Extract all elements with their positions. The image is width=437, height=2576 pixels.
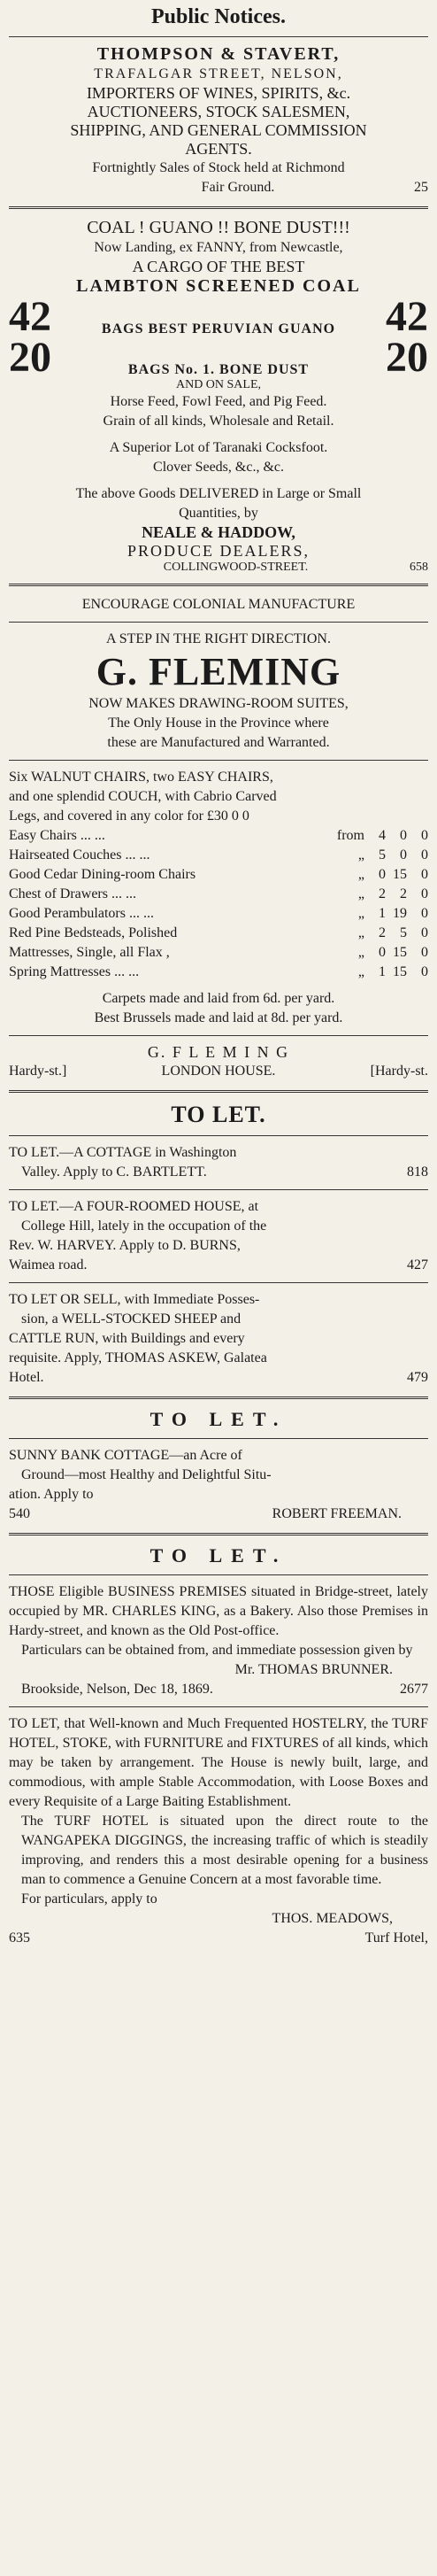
notice-code: 2677 bbox=[400, 1682, 428, 1697]
price-mark: „ bbox=[357, 906, 364, 921]
price-row bbox=[9, 885, 428, 904]
section-heading: TO LET. bbox=[150, 1408, 288, 1430]
ad-headline: COAL ! GUANO !! BONE DUST!!! bbox=[87, 218, 350, 237]
price-shillings: 15 bbox=[393, 964, 407, 979]
ad-qty-42: 42 bbox=[9, 293, 51, 340]
ad-bone: BAGS No. 1. BONE DUST bbox=[127, 362, 310, 377]
ad-six-3: Legs, and covered in any color for £30 0 0 bbox=[9, 808, 249, 824]
notice-signature: ROBERT FREEMAN. bbox=[272, 1506, 402, 1521]
divider bbox=[9, 1135, 428, 1136]
price-item: Easy Chairs ... ... bbox=[9, 828, 105, 843]
notice-line: ation. Apply to bbox=[9, 1487, 94, 1502]
price-shillings: 2 bbox=[400, 886, 407, 901]
ad-fleming-name: G. FLEMING bbox=[96, 650, 341, 693]
notice-line: TO LET.—A COTTAGE in Washington bbox=[9, 1145, 237, 1160]
divider bbox=[9, 1533, 428, 1536]
price-pence: 0 bbox=[421, 964, 428, 979]
ad-sale-3: A Superior Lot of Taranaki Cocksfoot. bbox=[109, 440, 328, 455]
price-item: Mattresses, Single, all Flax , bbox=[9, 945, 170, 960]
price-row bbox=[9, 865, 428, 885]
ad-footer-mid: LONDON HOUSE. bbox=[161, 1064, 276, 1079]
notice-line: requisite. Apply, THOMAS ASKEW, Galatea bbox=[9, 1350, 267, 1365]
divider bbox=[9, 1574, 428, 1575]
ad-only-2: these are Manufactured and Warranted. bbox=[107, 735, 330, 750]
ad-address: COLLINGWOOD-STREET. bbox=[163, 561, 309, 574]
ad-qty-20-right: 20 bbox=[386, 334, 428, 381]
notice-paragraph: TO LET, that Well-known and Much Frequented HOSTELRY, the TURF HOTEL, STOKE, with FURNITURE and FIXTURES of all kinds, which may be taken by arrangement. The House is newly built, large, and commodious, with ample Stable Accommodation, with Loose Boxes and every Requisite of a Large Baiting Establishment. bbox=[9, 1716, 428, 1809]
ad-delivered-2: Quantities, by bbox=[179, 506, 258, 521]
to-let-section-2 bbox=[9, 1408, 428, 1524]
price-row bbox=[9, 963, 428, 982]
divider bbox=[9, 1035, 428, 1036]
divider bbox=[9, 1706, 428, 1707]
ad-six-2: and one splendid COUCH, with Cabrio Carved bbox=[9, 789, 277, 804]
divider bbox=[9, 1282, 428, 1283]
price-item: Red Pine Bedsteads, Polished bbox=[9, 925, 178, 940]
divider bbox=[9, 584, 428, 586]
notice-paragraph: The TURF HOTEL is situated upon the direct route to the WANGAPEKA DIGGINGS, the increasing traffic of which is steadily improving, and renders this a most desirable opening for a business man to commence a Genuine Concern at a most favorable time. bbox=[21, 1814, 428, 1887]
to-let-section-1 bbox=[9, 1102, 428, 1388]
notice-signature: THOS. MEADOWS, bbox=[272, 1911, 393, 1926]
notice-code: 479 bbox=[407, 1370, 428, 1385]
price-shillings: 15 bbox=[393, 867, 407, 882]
notice-line: SUNNY BANK COTTAGE—an Acre of bbox=[9, 1448, 242, 1463]
notice-code: 540 bbox=[9, 1506, 30, 1521]
price-row bbox=[9, 904, 428, 924]
notice-sheep-run bbox=[9, 1290, 428, 1388]
price-pounds: 0 bbox=[379, 867, 386, 882]
ad-on-sale: AND ON SALE, bbox=[175, 378, 262, 391]
ad-cargo: A CARGO OF THE BEST bbox=[132, 258, 305, 275]
ad-address: TRAFALGAR STREET, NELSON, bbox=[94, 66, 343, 81]
price-pence: 0 bbox=[421, 867, 428, 882]
notice-line-row bbox=[9, 1505, 428, 1524]
price-pounds: 2 bbox=[379, 886, 386, 901]
notice-line: sion, a WELL-STOCKED SHEEP and bbox=[21, 1311, 242, 1327]
ad-firm-name: THOMPSON & STAVERT, bbox=[96, 44, 341, 64]
notice-code: 427 bbox=[407, 1257, 428, 1273]
price-mark: „ bbox=[357, 964, 364, 979]
ad-sale-1: Horse Feed, Fowl Feed, and Pig Feed. bbox=[110, 394, 327, 409]
price-shillings: 5 bbox=[400, 925, 407, 940]
notice-line: College Hill, lately in the occupation of the bbox=[21, 1218, 267, 1234]
notice-line-row bbox=[9, 1368, 428, 1388]
notice-line: Valley. Apply to C. BARTLETT. bbox=[21, 1164, 207, 1180]
ad-delivered: The above Goods DELIVERED in Large or Small bbox=[75, 486, 362, 501]
notice-signature-place: Turf Hotel, bbox=[364, 1930, 428, 1946]
notice-line: CATTLE RUN, with Buildings and every bbox=[9, 1331, 245, 1346]
price-pounds: 2 bbox=[379, 925, 386, 940]
notice-line: TO LET.—A FOUR-ROOMED HOUSE, at bbox=[9, 1199, 259, 1214]
price-shillings: 19 bbox=[393, 906, 407, 921]
notice-line-row bbox=[9, 1163, 428, 1182]
ad-brussels: Best Brussels made and laid at 8d. per yard. bbox=[94, 1010, 343, 1025]
ad-agents: AGENTS. bbox=[185, 140, 252, 158]
ad-makes: NOW MAKES DRAWING-ROOM SUITES, bbox=[88, 696, 349, 711]
price-row bbox=[9, 943, 428, 963]
divider bbox=[9, 1090, 428, 1093]
page-title: Public Notices. bbox=[151, 5, 286, 28]
ad-sale-4: Clover Seeds, &c., &c. bbox=[153, 460, 284, 475]
notice-cottage-washington bbox=[9, 1143, 428, 1182]
ad-guano-row bbox=[9, 293, 428, 340]
ad-landing: Now Landing, ex FANNY, from Newcastle, bbox=[94, 240, 343, 255]
price-pence: 0 bbox=[421, 925, 428, 940]
price-item: Spring Mattresses ... ... bbox=[9, 964, 140, 979]
price-pence: 0 bbox=[421, 886, 428, 901]
ad-thompson-stavert bbox=[9, 44, 428, 197]
ad-qty-42-right: 42 bbox=[385, 293, 428, 340]
ad-address-row bbox=[9, 561, 428, 575]
price-pounds: 0 bbox=[379, 945, 386, 960]
ad-fair-ground: Fair Ground. bbox=[201, 180, 275, 195]
price-pence: 0 bbox=[421, 828, 428, 843]
ad-fair-ground-row bbox=[9, 178, 428, 197]
notice-turf-hotel bbox=[9, 1714, 428, 1948]
price-list bbox=[9, 826, 428, 982]
notice-line-row bbox=[9, 1929, 428, 1948]
notice-date: Brookside, Nelson, Dec 18, 1869. bbox=[21, 1682, 213, 1697]
ad-only-1: The Only House in the Province where bbox=[108, 716, 329, 731]
divider bbox=[9, 36, 428, 37]
price-shillings: 0 bbox=[400, 828, 407, 843]
ad-footer-left: Hardy-st.] bbox=[9, 1064, 67, 1079]
divider bbox=[9, 1396, 428, 1399]
price-item: Good Perambulators ... ... bbox=[9, 906, 154, 921]
price-row bbox=[9, 826, 428, 846]
divider bbox=[9, 622, 428, 623]
ad-produce: PRODUCE DEALERS, bbox=[126, 542, 310, 560]
notice-four-roomed-house bbox=[9, 1197, 428, 1275]
price-item: Chest of Drawers ... ... bbox=[9, 886, 136, 901]
price-mark: „ bbox=[357, 925, 364, 940]
notice-line-row bbox=[9, 1256, 428, 1275]
ad-signature: G. F L E M I N G bbox=[147, 1043, 290, 1061]
section-heading: TO LET. bbox=[171, 1102, 266, 1127]
ad-bone-row bbox=[9, 334, 428, 381]
divider bbox=[9, 760, 428, 761]
notice-paragraph: Particulars can be obtained from, and immediate possession given by bbox=[21, 1643, 413, 1658]
ad-fleming bbox=[9, 595, 428, 1081]
price-pence: 0 bbox=[421, 847, 428, 863]
ad-qty-20: 20 bbox=[9, 334, 51, 381]
notice-sunny-bank bbox=[9, 1446, 428, 1524]
ad-step: A STEP IN THE RIGHT DIRECTION. bbox=[106, 631, 331, 646]
divider bbox=[9, 1189, 428, 1190]
notice-line: Waimea road. bbox=[9, 1257, 88, 1273]
price-mark: „ bbox=[357, 847, 364, 863]
price-mark: „ bbox=[357, 867, 364, 882]
price-mark: „ bbox=[357, 886, 364, 901]
ad-importers: IMPORTERS OF WINES, SPIRITS, &c. bbox=[86, 84, 351, 102]
divider bbox=[9, 1438, 428, 1439]
ad-firm: NEALE & HADDOW, bbox=[142, 523, 295, 541]
price-mark: from bbox=[336, 828, 364, 843]
notice-code: 635 bbox=[9, 1930, 30, 1946]
notice-line: Hotel. bbox=[9, 1370, 44, 1385]
price-pounds: 4 bbox=[379, 828, 386, 843]
ad-carpets: Carpets made and laid from 6d. per yard. bbox=[102, 991, 335, 1006]
price-mark: „ bbox=[357, 945, 364, 960]
price-item: Hairseated Couches ... ... bbox=[9, 847, 150, 863]
notice-line: Rev. W. HARVEY. Apply to D. BURNS, bbox=[9, 1238, 241, 1253]
divider bbox=[9, 206, 428, 209]
to-let-section-3 bbox=[9, 1544, 428, 1948]
price-pounds: 5 bbox=[379, 847, 386, 863]
ad-footer-right: [Hardy-st. bbox=[370, 1064, 428, 1079]
notice-line: TO LET OR SELL, with Immediate Posses- bbox=[9, 1292, 260, 1307]
ad-sale-2: Grain of all kinds, Wholesale and Retail. bbox=[103, 414, 334, 429]
notice-business-premises bbox=[9, 1582, 428, 1699]
ad-code: 658 bbox=[410, 561, 428, 574]
notice-signature: Mr. THOMAS BRUNNER. bbox=[234, 1662, 393, 1677]
ad-coal: LAMBTON SCREENED COAL bbox=[76, 276, 361, 296]
ad-auctioneers: AUCTIONEERS, STOCK SALESMEN, bbox=[87, 103, 350, 120]
ad-six-1: Six WALNUT CHAIRS, two EASY CHAIRS, bbox=[9, 770, 273, 785]
price-pounds: 1 bbox=[379, 906, 386, 921]
ad-guano: BAGS BEST PERUVIAN GUANO bbox=[101, 321, 336, 337]
notice-line: Ground—most Healthy and Delightful Situ- bbox=[21, 1467, 272, 1482]
price-pounds: 1 bbox=[379, 964, 386, 979]
price-shillings: 0 bbox=[400, 847, 407, 863]
notice-code: 818 bbox=[407, 1164, 428, 1180]
notice-line-row bbox=[9, 1680, 428, 1699]
notice-paragraph: THOSE Eligible BUSINESS PREMISES situated in Bridge-street, lately occupied by MR. CHARLES KING, as a Bakery. Also those Premises in Hardy-street, and known as the Old Post-office. bbox=[9, 1584, 428, 1638]
ad-fortnightly: Fortnightly Sales of Stock held at Richmond bbox=[92, 160, 345, 175]
ad-coal-guano bbox=[9, 218, 428, 575]
price-shillings: 15 bbox=[393, 945, 407, 960]
ad-encourage: ENCOURAGE COLONIAL MANUFACTURE bbox=[81, 597, 356, 612]
price-row bbox=[9, 846, 428, 865]
price-pence: 0 bbox=[421, 906, 428, 921]
section-heading: TO LET. bbox=[150, 1544, 288, 1566]
price-row bbox=[9, 924, 428, 943]
notice-line: For particulars, apply to bbox=[21, 1891, 157, 1907]
ad-footer bbox=[9, 1062, 428, 1081]
ad-code: 25 bbox=[414, 180, 428, 195]
ad-shipping: SHIPPING, AND GENERAL COMMISSION bbox=[70, 121, 367, 139]
price-item: Good Cedar Dining-room Chairs bbox=[9, 867, 196, 882]
price-pence: 0 bbox=[421, 945, 428, 960]
